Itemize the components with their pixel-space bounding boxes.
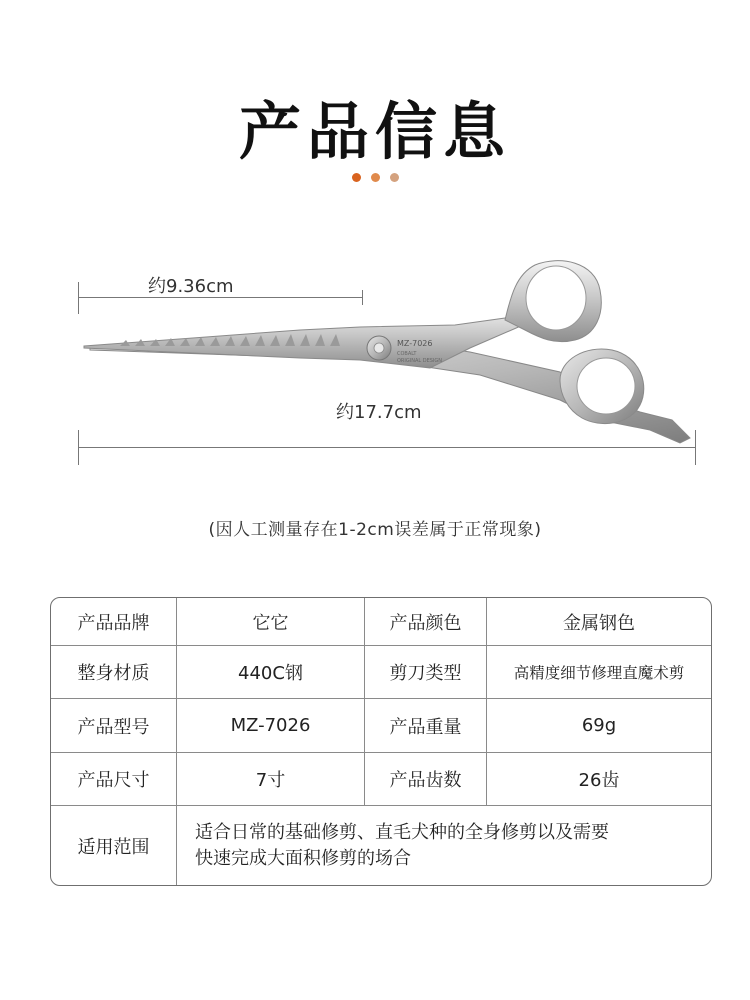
usage-line-1: 适合日常的基础修剪、直毛犬种的全身修剪以及需要 [195, 821, 609, 843]
usage-line-2: 快速完成大面积修剪的场合 [195, 847, 411, 869]
spec-row [51, 699, 711, 753]
spec-row [51, 646, 711, 699]
spec-value: MZ-7026 [177, 699, 365, 753]
spec-value: 高精度细节修理直魔术剪 [487, 646, 711, 699]
engraving-design: ORIGINAL DESIGN [397, 358, 443, 364]
spec-label: 产品型号 [51, 699, 177, 753]
page-title: 产品信息 [238, 95, 511, 168]
spec-label: 产品尺寸 [51, 753, 177, 806]
spec-label: 整身材质 [51, 646, 177, 699]
engraving-material: COBALT [397, 351, 417, 357]
spec-label: 产品颜色 [365, 598, 487, 646]
spec-row [51, 753, 711, 806]
short-measure-label: 约9.36cm [148, 276, 234, 297]
measurement-note: (因人工测量存在1-2cm误差属于正常现象) [208, 520, 542, 540]
long-measure-label: 约17.7cm [336, 402, 422, 423]
usage-description [177, 806, 711, 885]
spec-value: 26齿 [487, 753, 711, 806]
spec-label: 适用范围 [51, 806, 177, 885]
spec-row-usage [51, 806, 711, 885]
spec-label: 产品齿数 [365, 753, 487, 806]
spec-value: 69g [487, 699, 711, 753]
spec-value: 金属钢色 [487, 598, 711, 646]
spec-value: 440C钢 [177, 646, 365, 699]
spec-row [51, 598, 711, 646]
spec-table [50, 597, 712, 886]
spec-value: 它它 [177, 598, 365, 646]
spec-value: 7寸 [177, 753, 365, 806]
engraving-model: MZ-7026 [397, 339, 433, 348]
spec-label: 剪刀类型 [365, 646, 487, 699]
spec-label: 产品品牌 [51, 598, 177, 646]
spec-label: 产品重量 [365, 699, 487, 753]
